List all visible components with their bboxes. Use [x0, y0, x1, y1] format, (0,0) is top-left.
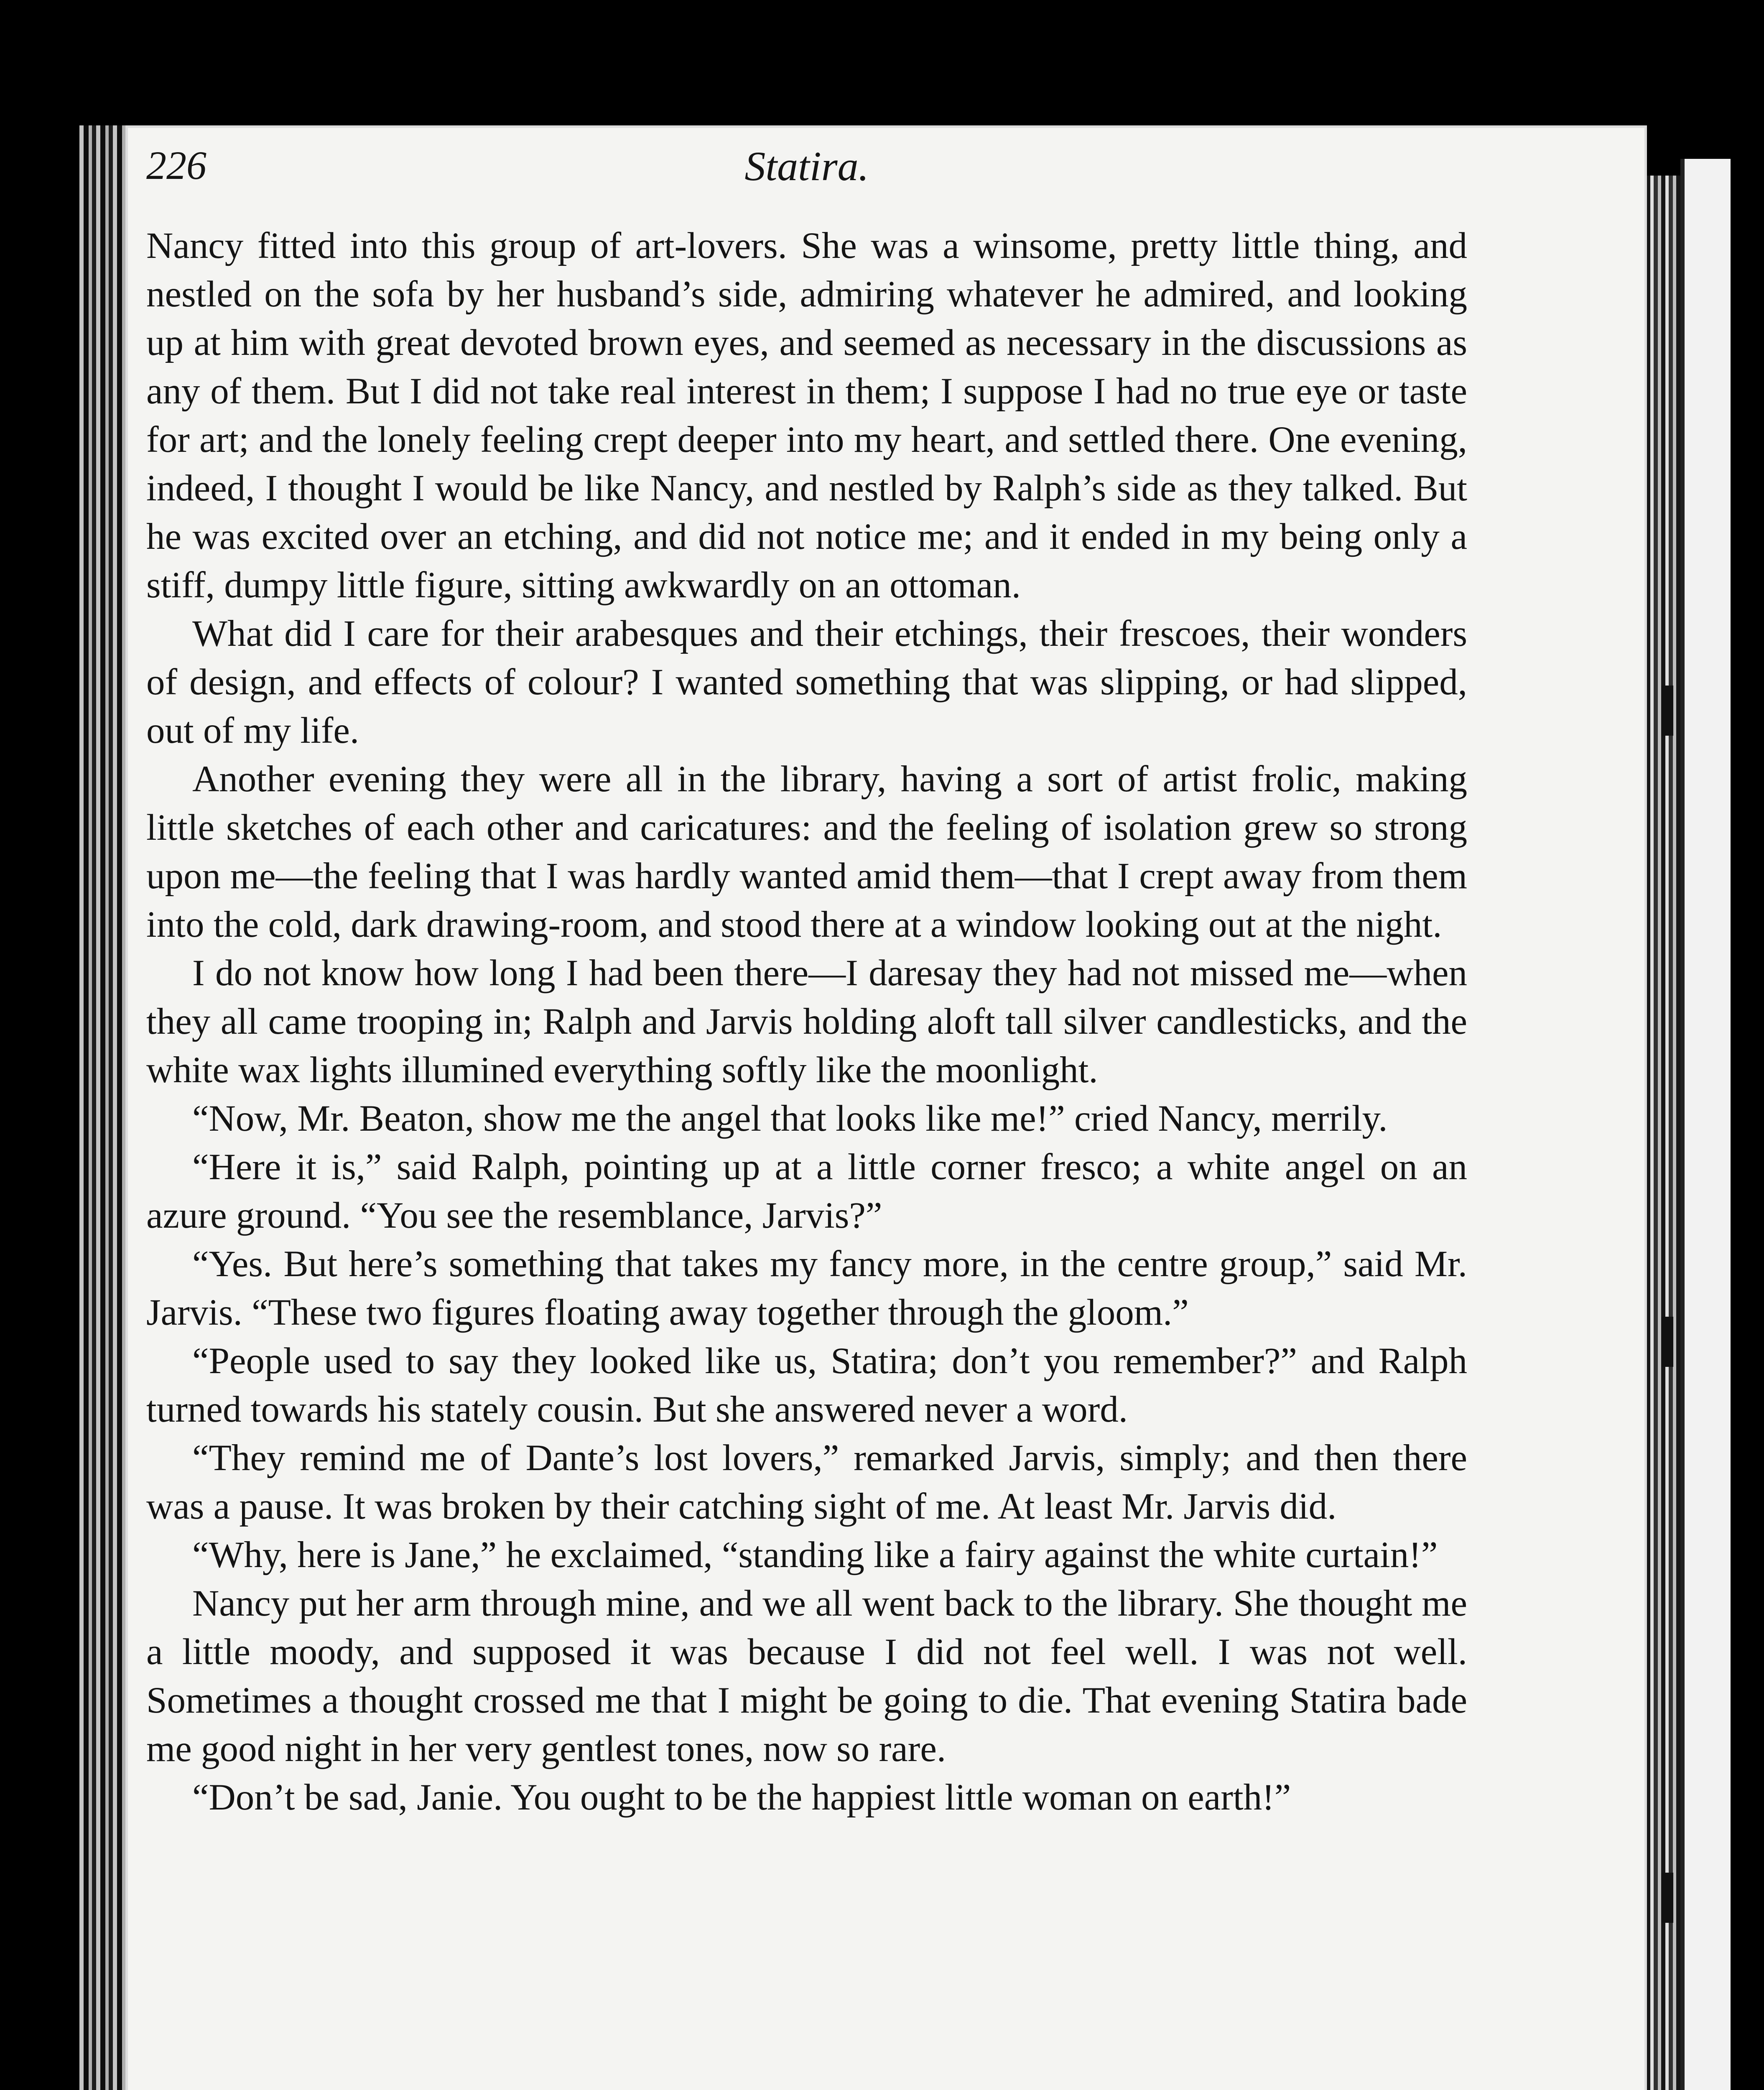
paragraph: Nancy fitted into this group of art-lovers. She was a winsome, pretty little thing, and nestled on the sofa by her husband’s side, admiring whatever he admired, and looking up at him with great devoted brown eyes, and seemed as necessary in the discussions as any of them. But I did not take real interest in them; I suppose I had no true eye or taste for art; and the lonely feeling crept deeper into my heart, and settled there. One evening, indeed, I thought I would be like Nancy, and nestled by Ralph’s side as they talked. But he was excited over an etching, and did not notice me; and it ended in my being only a stiff, dumpy little figure, sitting awkwardly on an ottoman.: [146, 225, 1467, 606]
paragraph: “Don’t be sad, Janie. You ought to be the happiest little woman on earth!”: [192, 1777, 1291, 1818]
paragraph: “Here it is,” said Ralph, pointing up at a little corner fresco; a white angel on an azure ground. “You see the resemblance, Jarvis?”: [146, 1147, 1467, 1236]
page-edge-mark: [1662, 1873, 1673, 1923]
paragraph: What did I care for their arabesques and their etchings, their frescoes, their wonders of design, and effects of colour? I wanted something that was slipping, or had slipped, out of my life.: [146, 613, 1467, 751]
paragraph: “Now, Mr. Beaton, show me the angel that looks like me!” cried Nancy, merrily.: [192, 1098, 1388, 1139]
paragraph: “They remind me of Dante’s lost lovers,” remarked Jarvis, simply; and then there was a pause. It was broken by their catching sight of me. At least Mr. Jarvis did.: [146, 1438, 1467, 1527]
page-number: 226: [146, 143, 206, 188]
page-body-text: [146, 222, 1467, 1822]
paragraph: I do not know how long I had been there—I daresay they had not missed me—when they all came trooping in; Ralph and Jarvis holding aloft tall silver candlesticks, and the white wax lights illumined everything softly like the moonlight.: [146, 953, 1467, 1091]
paragraph: Another evening they were all in the library, having a sort of artist frolic, making little sketches of each other and caricatures: and the feeling of isolation grew so strong upon me—the feeling that I was hardly wanted amid them—that I crept away from them into the cold, dark drawing-room, and stood there at a window looking out at the night.: [146, 759, 1467, 945]
paragraph: “Yes. But here’s something that takes my fancy more, in the centre group,” said Mr. Jarvis. “These two figures floating away together through the gloom.”: [146, 1244, 1467, 1333]
page-edge-mark: [1662, 1317, 1673, 1367]
page-edge-mark: [1662, 686, 1673, 736]
page-header: [146, 142, 1467, 209]
paragraph: “People used to say they looked like us, Statira; don’t you remember?” and Ralph turned towards his stately cousin. But she answered never a word.: [146, 1341, 1467, 1430]
next-page-edge: [1680, 159, 1731, 2090]
running-title: Statira.: [744, 143, 869, 189]
page-stack-edge: [1643, 176, 1680, 2090]
paragraph: Nancy put her arm through mine, and we all went back to the library. She thought me a little moody, and supposed it was because I did not feel well. I was not well. Sometimes a thought crossed me that I might be going to die. That evening Statira bade me good night in her very gentlest tones, now so rare.: [146, 1583, 1467, 1769]
paragraph: “Why, here is Jane,” he exclaimed, “standing like a fairy against the white curtain!”: [192, 1534, 1438, 1575]
